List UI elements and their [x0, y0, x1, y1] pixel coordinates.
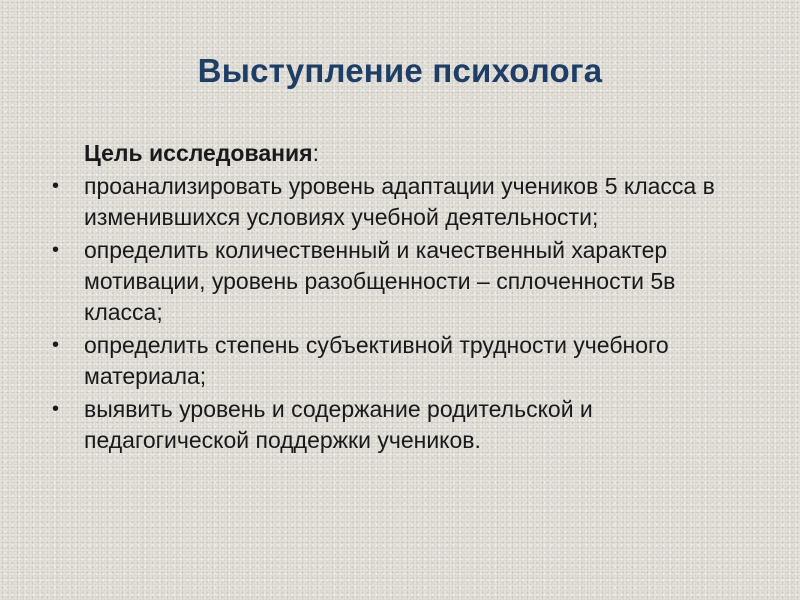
slide-title: Выступление психолога [197, 52, 603, 89]
list-item [50, 171, 750, 233]
list-item [50, 235, 750, 328]
list-item [50, 330, 750, 392]
list-item [50, 394, 750, 456]
bullet-icon: • [52, 398, 60, 420]
list-item-text: определить степень субъективной трудности учебного материала; [84, 332, 669, 389]
list-item-text: определить количественный и качественный характер мотивации, уровень разобщенности – сплоченности 5в класса; [84, 237, 676, 325]
bullet-icon: • [52, 175, 60, 197]
slide-content [50, 138, 750, 458]
goal-heading-label: Цель исследования [84, 140, 313, 166]
goal-heading-colon: : [312, 140, 319, 166]
bullet-icon: • [52, 239, 60, 261]
bullet-icon: • [52, 334, 60, 356]
goal-list [50, 171, 750, 456]
list-item-text: выявить уровень и содержание родительской и педагогической поддержки учеников. [84, 396, 593, 453]
list-item-text: проанализировать уровень адаптации учеников 5 класса в изменившихся условиях учебной деятельности; [84, 173, 715, 230]
goal-heading [84, 138, 750, 169]
